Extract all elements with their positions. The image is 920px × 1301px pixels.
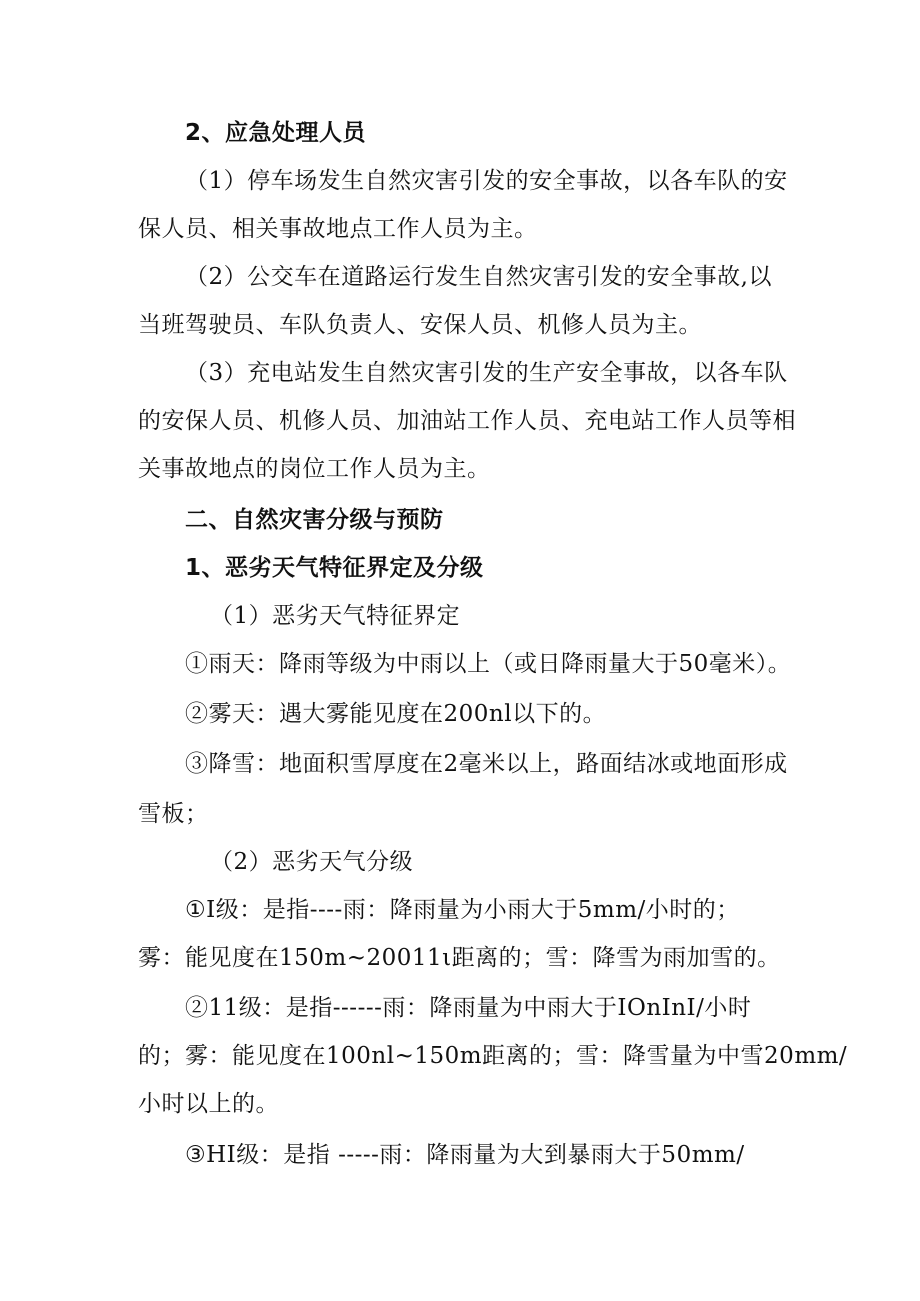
definition-snow-line-2: 雪板； (138, 801, 209, 827)
subsection-grading-heading: （2）恶劣天气分级 (210, 849, 414, 875)
paragraph-item-1-line-2: 保人员、相关事故地点工作人员为主。 (138, 216, 538, 242)
definition-rain: ①雨天：降雨等级为中雨以上（或日降雨量大于50毫米）。 (185, 651, 792, 677)
definition-snow-line-1: ③降雪：地面积雪厚度在2毫米以上，路面结冰或地面形成 (185, 751, 788, 777)
paragraph-item-2-line-1: （2）公交车在道路运行发生自然灾害引发的安全事故,以 (185, 264, 772, 290)
section-heading-natural-disaster: 二、自然灾害分级与预防 (185, 507, 444, 533)
paragraph-item-3-line-2: 的安保人员、机修人员、加油站工作人员、充电站工作人员等相 (138, 408, 796, 434)
grade-level-2-line-3: 小时以上的。 (138, 1091, 279, 1117)
paragraph-item-3-line-3: 关事故地点的岗位工作人员为主。 (138, 456, 491, 482)
grade-level-3-line-1: ③HI级：是指 -----雨：降雨量为大到暴雨大于50mm/ (185, 1142, 745, 1168)
grade-level-2-line-2: 的；雾：能见度在100nl~150m距离的；雪：降雪量为中雪20mm/ (138, 1043, 848, 1069)
grade-level-1-line-2: 雾：能见度在150m~20011ι距离的；雪：降雪为雨加雪的。 (138, 945, 781, 971)
heading-emergency-personnel: 2、应急处理人员 (185, 120, 367, 146)
grade-level-2-line-1: ②11级：是指------雨：降雨量为中雨大于IOnInI/小时 (185, 995, 752, 1021)
subsection-definition-heading: （1）恶劣天气特征界定 (210, 603, 461, 629)
subsection-heading-severe-weather: 1、恶劣天气特征界定及分级 (185, 555, 484, 581)
paragraph-item-3-line-1: （3）充电站发生自然灾害引发的生产安全事故，以各车队 (185, 360, 788, 386)
paragraph-item-1-line-1: （1）停车场发生自然灾害引发的安全事故，以各车队的安 (185, 168, 788, 194)
definition-fog: ②雾天：遇大雾能见度在200nl以下的。 (185, 701, 607, 727)
grade-level-1-line-1: ①I级：是指----雨：降雨量为小雨大于5mm/小时的； (185, 897, 740, 923)
paragraph-item-2-line-2: 当班驾驶员、车队负责人、安保人员、机修人员为主。 (138, 312, 702, 338)
